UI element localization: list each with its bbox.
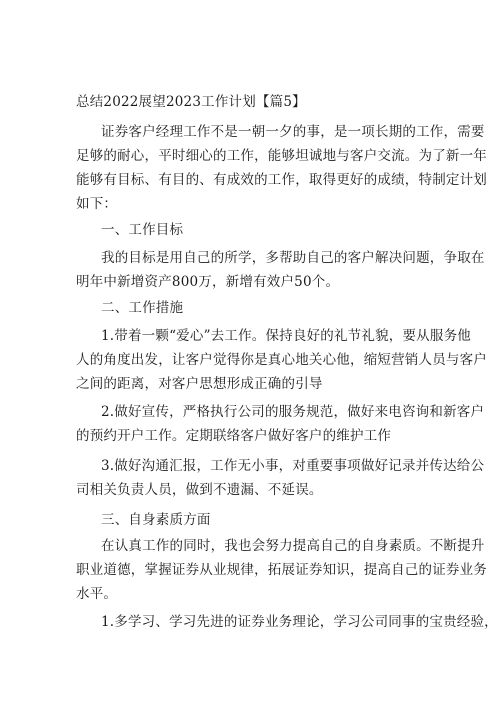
document-title: 总结2022展望2023工作计划【篇5】 bbox=[76, 94, 306, 110]
self-quality-line-2: 职业道德，掌握证券从业规律，拓展证券知识，提高自己的证券业务 bbox=[76, 562, 487, 578]
intro-line-2: 足够的耐心，平时细心的工作，能够坦诚地与客户交流。为了新一年 bbox=[76, 148, 487, 164]
measure-1-line-2: 人的角度出发，让客户觉得你是真心地关心他，缩短营销人员与客户 bbox=[76, 352, 487, 368]
section-heading-measures: 二、工作措施 bbox=[101, 300, 184, 316]
goals-line-2: 明年中新增资产800万，新增有效户50个。 bbox=[76, 274, 340, 290]
section-heading-self-quality: 三、自身素质方面 bbox=[101, 512, 211, 528]
self-quality-line-3: 水平。 bbox=[76, 586, 118, 602]
measure-2-line-2: 的预约开户工作。定期联络客户做好客户的维护工作 bbox=[76, 428, 392, 444]
measure-1-line-3: 之间的距离，对客户思想形成正确的引导 bbox=[76, 376, 323, 392]
intro-line-4: 如下： bbox=[76, 196, 118, 212]
study-line-1: 1.多学习、学习先进的证券业务理论，学习公司同事的宝贵经验， bbox=[101, 614, 498, 630]
intro-line-3: 能够有目标、有目的、有成效的工作，取得更好的成绩，特制定计划 bbox=[76, 172, 487, 188]
self-quality-line-1: 在认真工作的同时，我也会努力提高自己的自身素质。不断提升 bbox=[101, 538, 485, 554]
measure-2-line-1: 2.做好宣传，严格执行公司的服务规范，做好来电咨询和新客户 bbox=[101, 404, 485, 420]
measure-3-line-2: 司相关负责人员，做到不遗漏、不延误。 bbox=[76, 482, 323, 498]
goals-line-1: 我的目标是用自己的所学，多帮助自己的客户解决问题，争取在 bbox=[101, 250, 485, 266]
intro-line-1: 证券客户经理工作不是一朝一夕的事，是一项长期的工作，需要 bbox=[101, 124, 485, 140]
measure-3-line-1: 3.做好沟通汇报，工作无小事，对重要事项做好记录并传达给公 bbox=[101, 458, 485, 474]
section-heading-goals: 一、工作目标 bbox=[101, 222, 184, 238]
measure-1-line-1: 1.带着一颗“爱心”去工作。保持良好的礼节礼貌，要从服务他 bbox=[101, 328, 471, 344]
